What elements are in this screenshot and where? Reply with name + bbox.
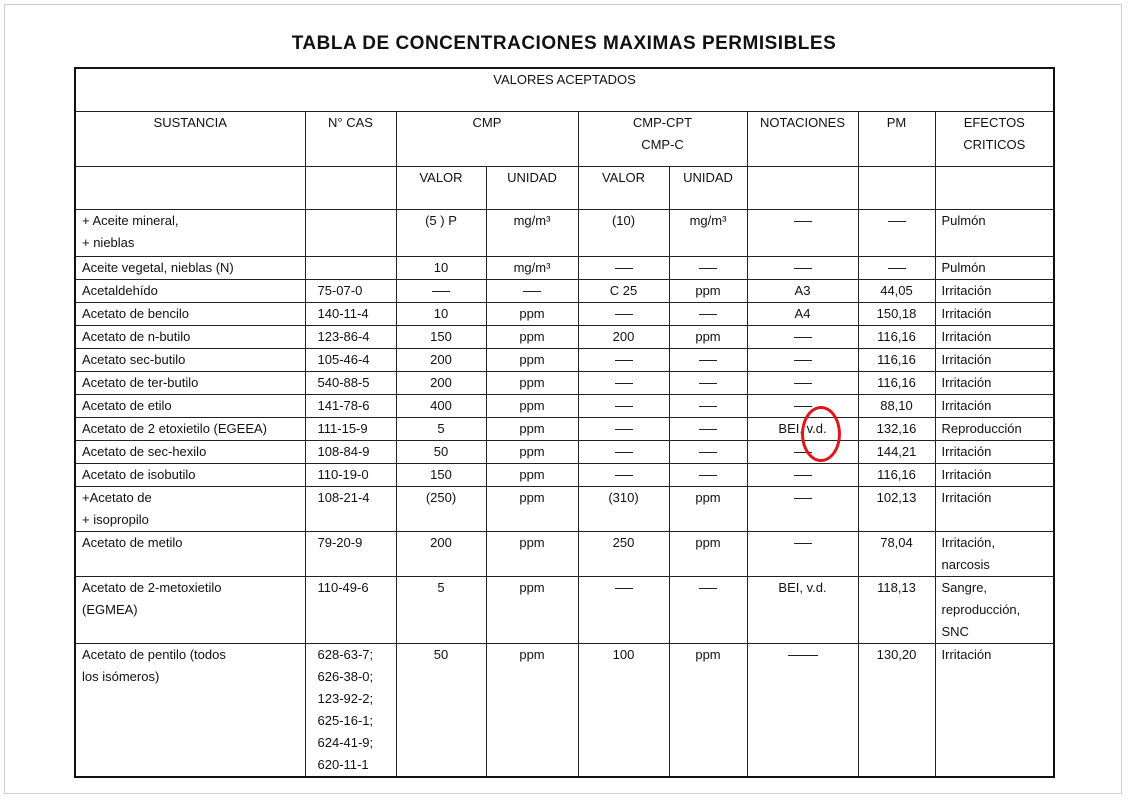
cell-pm: 144,21 bbox=[858, 440, 935, 463]
cell-pm: 102,13 bbox=[858, 486, 935, 531]
dash-mark bbox=[615, 383, 633, 384]
cell-pm: 116,16 bbox=[858, 348, 935, 371]
cell-cas bbox=[305, 302, 396, 325]
cell-notaciones bbox=[747, 531, 858, 576]
cell-cmp-valor: (5 ) P bbox=[396, 209, 486, 256]
table-row bbox=[75, 486, 1054, 531]
cell-pm: 132,16 bbox=[858, 417, 935, 440]
cell-notaciones bbox=[747, 348, 858, 371]
cell-cpt-valor: (310) bbox=[578, 486, 669, 531]
header-efectos: EFECTOS CRITICOS bbox=[935, 111, 1054, 166]
cell-sustancia bbox=[75, 531, 305, 576]
cell-cpt-valor bbox=[578, 371, 669, 394]
cell-sustancia bbox=[75, 486, 305, 531]
rows.8.cas-line: 111-15-9 bbox=[317, 420, 368, 436]
dash-mark bbox=[615, 429, 633, 430]
dash-mark bbox=[794, 475, 812, 476]
header-cmp-cpt: CMP-CPT CMP-C bbox=[578, 111, 747, 166]
cell-cpt-unidad: ppm bbox=[669, 643, 747, 777]
header-empty bbox=[305, 166, 396, 209]
rows.13.efectos-line: Sangre, bbox=[941, 579, 988, 595]
cell-notaciones bbox=[747, 209, 858, 256]
cell-sustancia bbox=[75, 394, 305, 417]
dash-mark bbox=[888, 268, 906, 269]
rows.14.sustancia-line: los isómeros) bbox=[82, 668, 160, 684]
cell-cmp-unidad: ppm bbox=[486, 531, 578, 576]
cell-cpt-unidad: ppm bbox=[669, 279, 747, 302]
header-empty bbox=[935, 166, 1054, 209]
cell-cpt-valor bbox=[578, 417, 669, 440]
header-empty bbox=[75, 166, 305, 209]
cell-efectos bbox=[935, 440, 1054, 463]
cell-cas bbox=[305, 417, 396, 440]
cell-cmp-valor: 150 bbox=[396, 463, 486, 486]
header-sustancia: SUSTANCIA bbox=[75, 111, 305, 166]
rows.4.sustancia-line: Acetato de n-butilo bbox=[82, 328, 191, 344]
cell-notaciones: A4 bbox=[747, 302, 858, 325]
table-row bbox=[75, 463, 1054, 486]
header-cmp-valor: VALOR bbox=[396, 166, 486, 209]
rows.5.sustancia-line: Acetato sec-butilo bbox=[82, 351, 186, 367]
cell-cpt-valor: 200 bbox=[578, 325, 669, 348]
rows.13.sustancia-line: (EGMEA) bbox=[82, 601, 138, 617]
cell-cmp-unidad: ppm bbox=[486, 463, 578, 486]
header-cmp: CMP bbox=[396, 111, 578, 166]
cell-sustancia bbox=[75, 371, 305, 394]
dash-mark bbox=[794, 383, 812, 384]
header-notaciones: NOTACIONES bbox=[747, 111, 858, 166]
cell-notaciones bbox=[747, 486, 858, 531]
cell-cpt-unidad: ppm bbox=[669, 486, 747, 531]
cell-cpt-valor: C 25 bbox=[578, 279, 669, 302]
table-row bbox=[75, 417, 1054, 440]
cell-cas bbox=[305, 209, 396, 256]
cell-sustancia bbox=[75, 576, 305, 643]
table-row bbox=[75, 394, 1054, 417]
cell-notaciones: BEI, v.d. bbox=[747, 576, 858, 643]
dash-mark bbox=[794, 543, 812, 544]
cell-cas bbox=[305, 325, 396, 348]
table-row bbox=[75, 209, 1054, 256]
dash-mark bbox=[699, 588, 717, 589]
header-empty bbox=[747, 166, 858, 209]
rows.1.sustancia-line: Aceite vegetal, nieblas (N) bbox=[82, 259, 234, 275]
rows.2.sustancia-line: Acetaldehído bbox=[82, 282, 158, 298]
cell-cmp-unidad: ppm bbox=[486, 440, 578, 463]
dash-mark bbox=[615, 588, 633, 589]
cell-sustancia bbox=[75, 348, 305, 371]
cell-notaciones bbox=[747, 643, 858, 777]
rows.6.sustancia-line: Acetato de ter-butilo bbox=[82, 374, 199, 390]
cell-cpt-valor bbox=[578, 394, 669, 417]
dash-mark bbox=[699, 268, 717, 269]
rows.3.cas-line: 140-11-4 bbox=[317, 305, 369, 321]
header-pm: PM bbox=[858, 111, 935, 166]
rows.5.cas-line: 105-46-4 bbox=[317, 351, 370, 367]
rows.13.efectos-line: reproducción, bbox=[941, 601, 1021, 617]
cell-cmp-valor: 200 bbox=[396, 531, 486, 576]
cell-cpt-unidad: ppm bbox=[669, 325, 747, 348]
rows.3.sustancia-line: Acetato de bencilo bbox=[82, 305, 189, 321]
cell-cpt-unidad bbox=[669, 371, 747, 394]
cell-cmp-valor: 200 bbox=[396, 348, 486, 371]
cell-cpt-unidad bbox=[669, 394, 747, 417]
cell-cpt-unidad bbox=[669, 302, 747, 325]
cell-cmp-unidad: ppm bbox=[486, 302, 578, 325]
cell-cas bbox=[305, 486, 396, 531]
cell-cmp-unidad: ppm bbox=[486, 643, 578, 777]
rows.11.efectos-line: Irritación bbox=[941, 489, 992, 505]
rows.0.efectos-line: Pulmón bbox=[941, 212, 986, 228]
cell-pm: 118,13 bbox=[858, 576, 935, 643]
header-cas: N° CAS bbox=[305, 111, 396, 166]
rows.9.sustancia-line: Acetato de sec-hexilo bbox=[82, 443, 207, 459]
cell-cas bbox=[305, 279, 396, 302]
cell-sustancia bbox=[75, 440, 305, 463]
rows.1.efectos-line: Pulmón bbox=[941, 259, 986, 275]
cell-pm: 88,10 bbox=[858, 394, 935, 417]
dash-mark bbox=[615, 475, 633, 476]
cell-cas bbox=[305, 576, 396, 643]
cell-cpt-valor: 250 bbox=[578, 531, 669, 576]
cell-pm: 150,18 bbox=[858, 302, 935, 325]
cell-notaciones: A3 bbox=[747, 279, 858, 302]
cell-pm: 44,05 bbox=[858, 279, 935, 302]
highlight-circle bbox=[801, 406, 841, 462]
cell-cpt-unidad bbox=[669, 463, 747, 486]
cell-cas bbox=[305, 394, 396, 417]
cell-notaciones bbox=[747, 371, 858, 394]
page-title: TABLA DE CONCENTRACIONES MAXIMAS PERMISIBLES bbox=[291, 33, 837, 54]
cell-cpt-unidad bbox=[669, 348, 747, 371]
table-row bbox=[75, 302, 1054, 325]
cell-pm bbox=[858, 209, 935, 256]
rows.14.cas-line: 625-16-1; bbox=[317, 712, 374, 728]
dash-mark bbox=[794, 406, 812, 407]
rows.14.cas-line: 123-92-2; bbox=[317, 690, 374, 706]
cell-cas bbox=[305, 531, 396, 576]
rows.7.efectos-line: Irritación bbox=[941, 397, 992, 413]
rows.5.efectos-line: Irritación bbox=[941, 351, 992, 367]
cell-sustancia bbox=[75, 302, 305, 325]
rows.14.cas-line: 620-11-1 bbox=[317, 756, 369, 772]
cell-notaciones bbox=[747, 463, 858, 486]
cell-cmp-valor: 5 bbox=[396, 417, 486, 440]
cell-efectos bbox=[935, 348, 1054, 371]
rows.14.cas-line: 628-63-7; bbox=[317, 646, 374, 662]
table-row bbox=[75, 440, 1054, 463]
dash-mark bbox=[794, 221, 812, 222]
cell-cmp-valor: 50 bbox=[396, 440, 486, 463]
dash-mark bbox=[794, 498, 812, 499]
cell-cpt-valor: (10) bbox=[578, 209, 669, 256]
cell-cas bbox=[305, 463, 396, 486]
cell-efectos bbox=[935, 394, 1054, 417]
dash-mark bbox=[699, 406, 717, 407]
dash-mark bbox=[699, 383, 717, 384]
cell-sustancia bbox=[75, 463, 305, 486]
cell-efectos bbox=[935, 463, 1054, 486]
dash-mark bbox=[699, 452, 717, 453]
rows.8.efectos-line: Reproducción bbox=[941, 420, 1022, 436]
header-cmp-unidad: UNIDAD bbox=[486, 166, 578, 209]
cell-cmp-valor: 10 bbox=[396, 256, 486, 279]
rows.7.cas-line: 141-78-6 bbox=[317, 397, 370, 413]
cell-efectos bbox=[935, 371, 1054, 394]
dash-mark bbox=[615, 314, 633, 315]
cell-notaciones: BEI, v.d. bbox=[747, 417, 858, 440]
cell-cpt-valor: 100 bbox=[578, 643, 669, 777]
table-row bbox=[75, 256, 1054, 279]
cell-pm: 116,16 bbox=[858, 463, 935, 486]
cell-efectos bbox=[935, 279, 1054, 302]
rows.6.efectos-line: Irritación bbox=[941, 374, 992, 390]
rows.10.efectos-line: Irritación bbox=[941, 466, 992, 482]
cell-efectos bbox=[935, 486, 1054, 531]
cell-notaciones bbox=[747, 394, 858, 417]
concentration-table bbox=[74, 67, 1055, 778]
cell-sustancia bbox=[75, 256, 305, 279]
cell-pm: 78,04 bbox=[858, 531, 935, 576]
cell-cmp-valor: 400 bbox=[396, 394, 486, 417]
rows.14.efectos-line: Irritación bbox=[941, 646, 992, 662]
cell-cmp-valor: 10 bbox=[396, 302, 486, 325]
cell-cpt-valor bbox=[578, 440, 669, 463]
rows.3.efectos-line: Irritación bbox=[941, 305, 992, 321]
cell-cmp-unidad bbox=[486, 279, 578, 302]
rows.14.cas-line: 624-41-9; bbox=[317, 734, 374, 750]
cell-cpt-unidad bbox=[669, 576, 747, 643]
cell-pm: 116,16 bbox=[858, 371, 935, 394]
table-row bbox=[75, 279, 1054, 302]
cell-efectos bbox=[935, 325, 1054, 348]
rows.11.sustancia-line: +Acetato de bbox=[82, 489, 152, 505]
header-cpt-valor: VALOR bbox=[578, 166, 669, 209]
rows.14.sustancia-line: Acetato de pentilo (todos bbox=[82, 646, 226, 662]
cell-sustancia bbox=[75, 417, 305, 440]
cell-cpt-unidad bbox=[669, 417, 747, 440]
rows.13.cas-line: 110-49-6 bbox=[317, 579, 369, 595]
rows.6.cas-line: 540-88-5 bbox=[317, 374, 370, 390]
cell-cas bbox=[305, 440, 396, 463]
cell-cmp-valor: 5 bbox=[396, 576, 486, 643]
cell-pm: 130,20 bbox=[858, 643, 935, 777]
table-row bbox=[75, 576, 1054, 643]
rows.14.cas-line: 626-38-0; bbox=[317, 668, 374, 684]
cell-efectos bbox=[935, 209, 1054, 256]
dash-mark bbox=[794, 268, 812, 269]
cell-efectos bbox=[935, 302, 1054, 325]
rows.10.cas-line: 110-19-0 bbox=[317, 466, 369, 482]
table-row bbox=[75, 325, 1054, 348]
cell-cmp-valor: (250) bbox=[396, 486, 486, 531]
rows.9.cas-line: 108-84-9 bbox=[317, 443, 370, 459]
cell-cas bbox=[305, 348, 396, 371]
cell-cpt-valor bbox=[578, 256, 669, 279]
rows.0.sustancia-line: + nieblas bbox=[82, 234, 135, 250]
cell-cmp-unidad: ppm bbox=[486, 394, 578, 417]
cell-cmp-unidad: ppm bbox=[486, 486, 578, 531]
cell-cmp-valor: 50 bbox=[396, 643, 486, 777]
cell-efectos bbox=[935, 531, 1054, 576]
rows.8.sustancia-line: Acetato de 2 etoxietilo (EGEEA) bbox=[82, 420, 267, 436]
header-group: VALORES ACEPTADOS bbox=[75, 68, 1054, 111]
table-row bbox=[75, 643, 1054, 777]
rows.11.sustancia-line: + isopropilo bbox=[82, 511, 149, 527]
cell-cmp-unidad: ppm bbox=[486, 371, 578, 394]
cell-cpt-unidad bbox=[669, 440, 747, 463]
dash-mark bbox=[788, 655, 818, 656]
cell-cmp-unidad: mg/m³ bbox=[486, 256, 578, 279]
cell-cmp-unidad: ppm bbox=[486, 325, 578, 348]
dash-mark bbox=[794, 337, 812, 338]
cell-sustancia bbox=[75, 279, 305, 302]
dash-mark bbox=[615, 406, 633, 407]
cell-notaciones bbox=[747, 325, 858, 348]
rows.11.cas-line: 108-21-4 bbox=[317, 489, 370, 505]
cell-cpt-valor bbox=[578, 348, 669, 371]
rows.7.sustancia-line: Acetato de etilo bbox=[82, 397, 172, 413]
cell-cmp-valor: 200 bbox=[396, 371, 486, 394]
cell-sustancia bbox=[75, 325, 305, 348]
rows.12.sustancia-line: Acetato de metilo bbox=[82, 534, 183, 550]
cell-cas bbox=[305, 643, 396, 777]
table-row bbox=[75, 531, 1054, 576]
rows.12.cas-line: 79-20-9 bbox=[317, 534, 363, 550]
rows.13.sustancia-line: Acetato de 2-metoxietilo bbox=[82, 579, 222, 595]
dash-mark bbox=[615, 360, 633, 361]
cell-sustancia bbox=[75, 209, 305, 256]
cell-cpt-unidad: mg/m³ bbox=[669, 209, 747, 256]
cell-cpt-valor bbox=[578, 302, 669, 325]
dash-mark bbox=[523, 291, 541, 292]
cell-cmp-unidad: ppm bbox=[486, 417, 578, 440]
cell-efectos bbox=[935, 576, 1054, 643]
header-cpt-unidad: UNIDAD bbox=[669, 166, 747, 209]
cell-cmp-valor: 150 bbox=[396, 325, 486, 348]
cell-cpt-unidad: ppm bbox=[669, 531, 747, 576]
rows.9.efectos-line: Irritación bbox=[941, 443, 992, 459]
cell-cmp-valor bbox=[396, 279, 486, 302]
cell-cpt-unidad bbox=[669, 256, 747, 279]
cell-efectos bbox=[935, 417, 1054, 440]
header-empty bbox=[858, 166, 935, 209]
dash-mark bbox=[794, 360, 812, 361]
dash-mark bbox=[699, 360, 717, 361]
dash-mark bbox=[699, 314, 717, 315]
cell-cmp-unidad: mg/m³ bbox=[486, 209, 578, 256]
rows.12.efectos-line: Irritación, bbox=[941, 534, 995, 550]
cell-pm: 116,16 bbox=[858, 325, 935, 348]
cell-cas bbox=[305, 371, 396, 394]
table-row bbox=[75, 348, 1054, 371]
dash-mark bbox=[432, 291, 450, 292]
cell-efectos bbox=[935, 643, 1054, 777]
rows.0.sustancia-line: + Aceite mineral, bbox=[82, 212, 179, 228]
cell-notaciones bbox=[747, 256, 858, 279]
rows.13.efectos-line: SNC bbox=[941, 623, 969, 639]
dash-mark bbox=[888, 221, 906, 222]
dash-mark bbox=[615, 452, 633, 453]
cell-cas bbox=[305, 256, 396, 279]
dash-mark bbox=[615, 268, 633, 269]
rows.2.efectos-line: Irritación bbox=[941, 282, 992, 298]
table-row bbox=[75, 371, 1054, 394]
rows.10.sustancia-line: Acetato de isobutilo bbox=[82, 466, 196, 482]
dash-mark bbox=[699, 429, 717, 430]
rows.4.cas-line: 123-86-4 bbox=[317, 328, 370, 344]
cell-efectos bbox=[935, 256, 1054, 279]
rows.4.efectos-line: Irritación bbox=[941, 328, 992, 344]
cell-cmp-unidad: ppm bbox=[486, 576, 578, 643]
rows.2.cas-line: 75-07-0 bbox=[317, 282, 363, 298]
rows.12.efectos-line: narcosis bbox=[941, 556, 990, 572]
cell-cpt-valor bbox=[578, 576, 669, 643]
cell-pm bbox=[858, 256, 935, 279]
cell-cpt-valor bbox=[578, 463, 669, 486]
cell-sustancia bbox=[75, 643, 305, 777]
dash-mark bbox=[699, 475, 717, 476]
cell-cmp-unidad: ppm bbox=[486, 348, 578, 371]
